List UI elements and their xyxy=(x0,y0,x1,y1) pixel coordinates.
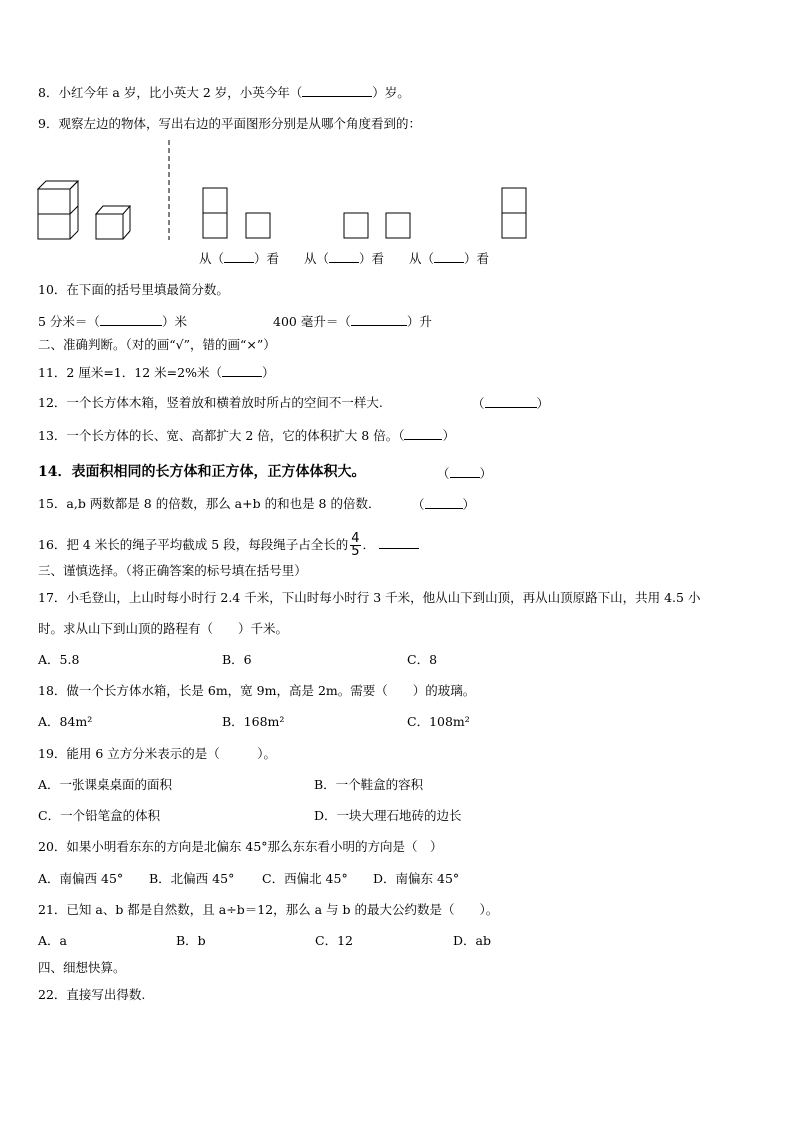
question-17-line2: 时。求从山下到山顶的路程有（ ）千米。 xyxy=(38,621,289,636)
question-16-after: ． xyxy=(362,537,376,552)
answer-blank-12[interactable] xyxy=(485,395,537,408)
section-2-heading: 二、准确判断。（对的画“√”，错的画“×”） xyxy=(38,337,276,352)
option-21-d[interactable]: D．ab xyxy=(453,933,491,948)
section-4-heading: 四、细想快算。 xyxy=(38,960,126,975)
answer-blank-10a[interactable] xyxy=(100,313,162,326)
question-10a-text: 5 分米＝（ xyxy=(38,314,100,329)
option-21-b[interactable]: B．b xyxy=(176,933,206,948)
option-17-a[interactable]: A．5.8 xyxy=(38,652,80,667)
option-18-a[interactable]: A．84m² xyxy=(38,714,93,729)
option-17-c[interactable]: C．8 xyxy=(407,652,438,667)
answer-blank-14[interactable] xyxy=(450,465,480,478)
question-13-text: 13．一个长方体的长、宽、高都扩大 2 倍，它的体积扩大 8 倍。（ xyxy=(38,428,405,443)
question-10b xyxy=(273,313,432,330)
answer-blank-11[interactable] xyxy=(222,364,262,377)
question-19-text: 19．能用 6 立方分米表示的是（ ）。 xyxy=(38,746,277,761)
view-prefix-3: 从（ xyxy=(409,251,435,266)
question-8-suffix: ）岁。 xyxy=(372,85,410,100)
view-answer-3 xyxy=(409,250,489,267)
question-20-text: 20．如果小明看东东的方向是北偏东 45°那么东东看小明的方向是（ ） xyxy=(38,839,443,854)
option-19-c[interactable]: C．一个铅笔盒的体积 xyxy=(38,808,161,823)
question-16-text: 16．把 4 米长的绳子平均截成 5 段，每段绳子占全长的 xyxy=(38,537,349,552)
section-3-heading: 三、谨慎选择。（将正确答案的标号填在括号里） xyxy=(38,563,307,578)
option-19-b[interactable]: B．一个鞋盒的容积 xyxy=(314,777,424,792)
option-19-d[interactable]: D．一块大理石地砖的边长 xyxy=(314,808,462,823)
fraction-denominator: 5 xyxy=(351,544,360,559)
question-13 xyxy=(38,427,455,444)
bracket-close-14: ） xyxy=(479,466,493,481)
bracket-open-15: （ xyxy=(412,497,425,512)
option-21-a[interactable]: A．a xyxy=(38,933,67,948)
answer-bracket-12 xyxy=(472,395,549,412)
stacked-cubes-figure xyxy=(38,181,78,239)
question-14-text: 14．表面积相同的长方体和正方体，正方体体积大。 xyxy=(38,464,366,480)
view-answer-1 xyxy=(199,250,279,267)
fraction-numerator: 4 xyxy=(351,531,360,546)
view-blank-2[interactable] xyxy=(329,250,359,263)
answer-blank-15[interactable] xyxy=(425,496,463,509)
question-10-text: 10．在下面的括号里填最简分数。 xyxy=(38,282,229,297)
question-17-line1: 17．小毛登山，上山时每小时行 2.4 千米，下山时每小时行 3 千米，他从山下到山顶，再从山顶原路下山，共用 4.5 小 xyxy=(38,590,701,605)
view-prefix-1: 从（ xyxy=(199,251,225,266)
view-answer-2 xyxy=(304,250,384,267)
bracket-open-12: （ xyxy=(472,396,485,411)
bracket-open-14: （ xyxy=(437,466,450,481)
question-13-suffix: ） xyxy=(442,428,455,443)
question-11 xyxy=(38,364,274,381)
view-blank-3[interactable] xyxy=(434,250,464,263)
option-20-d[interactable]: D．南偏东 45° xyxy=(373,871,460,886)
option-20-b[interactable]: B．北偏西 45° xyxy=(149,871,235,886)
option-21-c[interactable]: C．12 xyxy=(315,933,353,948)
view-suffix-3: ）看 xyxy=(464,251,490,266)
question-11-text: 11．2 厘米=1．12 米=2%米（ xyxy=(38,365,222,380)
question-21-text: 21．已知 a、b 都是自然数，且 a÷b＝12，那么 a 与 b 的最大公约数是（ ）。 xyxy=(38,902,499,917)
view-shape-2 xyxy=(344,213,410,238)
option-18-c[interactable]: C．108m² xyxy=(407,714,470,729)
view-prefix-2: 从（ xyxy=(304,251,330,266)
fraction-4-5 xyxy=(350,533,360,558)
answer-blank-10b[interactable] xyxy=(351,313,407,326)
question-10b-unit: ）升 xyxy=(406,314,432,329)
question-11-suffix: ） xyxy=(261,365,275,380)
option-18-b[interactable]: B．168m² xyxy=(222,714,285,729)
option-17-b[interactable]: B．6 xyxy=(222,652,252,667)
question-18-text: 18．做一个长方体水箱，长是 6m，宽 9m，高是 2m。需要（ ）的玻璃。 xyxy=(38,683,476,698)
question-9-text: 9．观察左边的物体，写出右边的平面图形分别是从哪个角度看到的： xyxy=(38,116,421,131)
question-10b-text: 400 毫升＝（ xyxy=(273,314,351,329)
view-blank-1[interactable] xyxy=(224,250,254,263)
answer-blank-13[interactable] xyxy=(404,427,442,440)
answer-blank-16[interactable] xyxy=(379,536,419,549)
bracket-close-15: ） xyxy=(462,497,476,512)
view-shape-3 xyxy=(502,188,526,238)
question-22-text: 22．直接写出得数. xyxy=(38,987,146,1002)
option-19-a[interactable]: A．一张课桌桌面的面积 xyxy=(38,777,173,792)
question-10a xyxy=(38,313,187,330)
question-8-text: 8．小红今年 a 岁，比小英大 2 岁，小英今年（ xyxy=(38,85,303,100)
view-suffix-2: ）看 xyxy=(359,251,385,266)
view-shape-1 xyxy=(203,188,270,238)
bracket-close-12: ） xyxy=(536,396,550,411)
question-12-text: 12．一个长方体木箱，竖着放和横着放时所占的空间不一样大. xyxy=(38,395,383,410)
question-10a-unit: ）米 xyxy=(161,314,187,329)
question-15-text: 15．a,b 两数都是 8 的倍数，那么 a+b 的和也是 8 的倍数． xyxy=(38,496,381,511)
option-20-c[interactable]: C．西偏北 45° xyxy=(262,871,348,886)
option-20-a[interactable]: A．南偏西 45° xyxy=(38,871,124,886)
answer-bracket-15 xyxy=(412,496,475,513)
answer-bracket-14 xyxy=(437,465,492,482)
single-cube-figure xyxy=(96,206,130,239)
question-16 xyxy=(38,533,419,558)
view-suffix-1: ）看 xyxy=(254,251,280,266)
